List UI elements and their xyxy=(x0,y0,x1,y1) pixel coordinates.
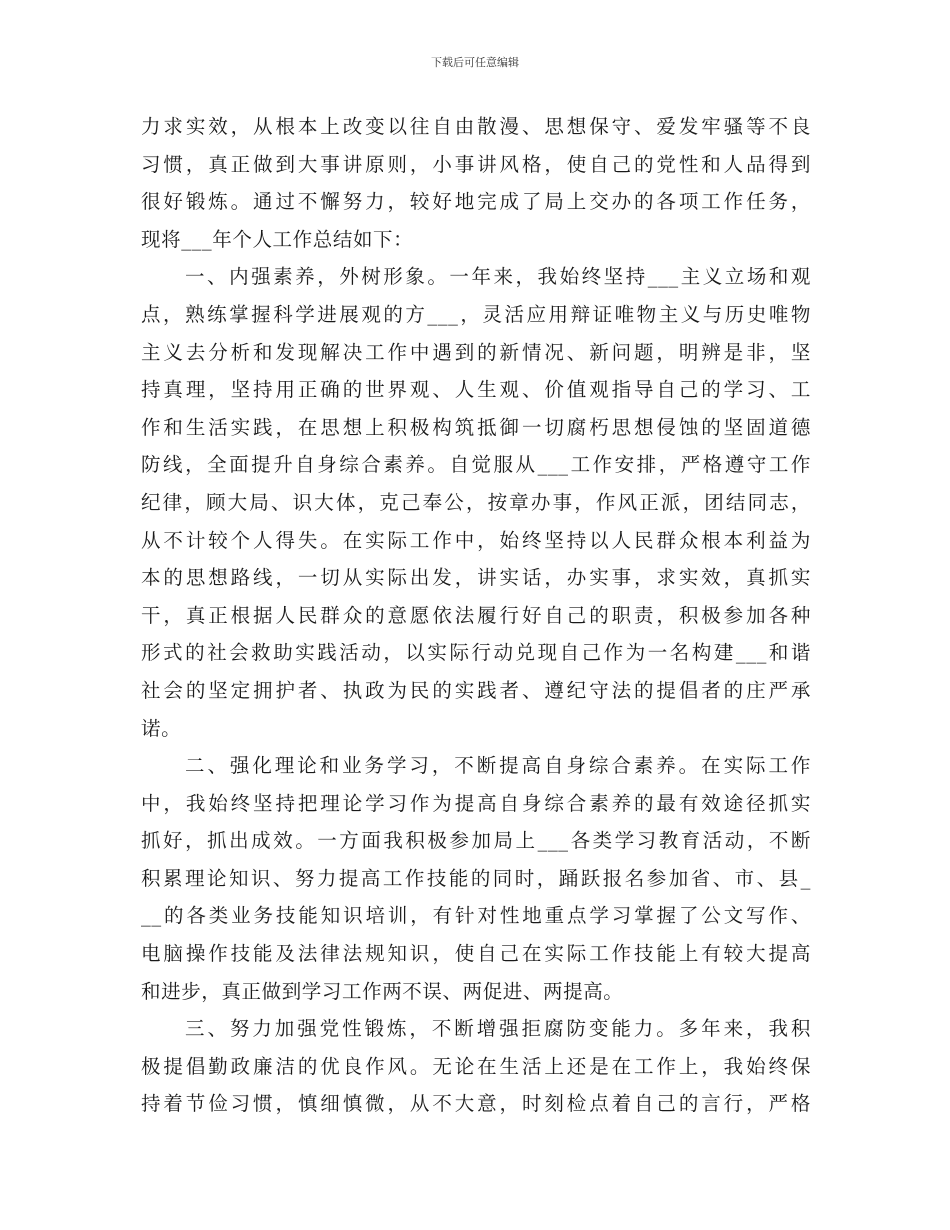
text-line: 抓好，抓出成效。一方面我积极参加局上___各类学习教育活动，不断 xyxy=(141,829,811,853)
text-line: 本的思想路线，一切从实际出发，讲实话，办实事，求实效，真抓实 xyxy=(141,566,811,590)
text-line: 防线，全面提升自身综合素养。自觉服从___工作安排，严格遵守工作 xyxy=(141,453,811,477)
text-line: 干，真正根据人民群众的意愿依法履行好自己的职责，积极参加各种 xyxy=(141,603,811,627)
text-line: 三、努力加强党性锻炼，不断增强拒腐防变能力。多年来，我积 xyxy=(185,1017,811,1041)
text-line: 很好锻炼。通过不懈努力，较好地完成了局上交办的各项工作任务， xyxy=(141,190,811,214)
text-line: 积累理论知识、努力提高工作技能的同时，踊跃报名参加省、市、县_ xyxy=(141,866,811,890)
page-header: 下载后可任意编辑 xyxy=(431,56,519,69)
text-line: 一、内强素养，外树形象。一年来，我始终坚持___主义立场和观 xyxy=(185,265,811,289)
text-line: 纪律，顾大局、识大体，克己奉公，按章办事，作风正派，团结同志， xyxy=(141,490,811,514)
text-line: 现将___年个人工作总结如下： xyxy=(141,227,414,251)
text-line: 持真理，坚持用正确的世界观、人生观、价值观指导自己的学习、工 xyxy=(141,378,811,402)
text-line: 极提倡勤政廉洁的优良作风。无论在生活上还是在工作上，我始终保 xyxy=(141,1054,811,1078)
text-line: 和进步，真正做到学习工作两不误、两促进、两提高。 xyxy=(141,979,624,1003)
text-line: 作和生活实践，在思想上积极构筑抵御一切腐朽思想侵蚀的坚固道德 xyxy=(141,415,811,439)
text-line: 二、强化理论和业务学习，不断提高自身综合素养。在实际工作 xyxy=(185,754,811,778)
text-line: 力求实效，从根本上改变以往自由散漫、思想保守、爱发牢骚等不良 xyxy=(141,115,811,138)
text-line: __的各类业务技能知识培训，有针对性地重点学习掌握了公文写作、 xyxy=(141,904,811,928)
text-line: 形式的社会救助实践活动，以实际行动兑现自己作为一名构建___和谐 xyxy=(141,641,811,665)
text-line: 电脑操作技能及法律法规知识，使自己在实际工作技能上有较大提高 xyxy=(141,942,811,966)
text-line: 诺。 xyxy=(141,716,182,740)
text-line: 持着节俭习惯，慎细慎微，从不大意，时刻检点着自己的言行，严格 xyxy=(141,1092,811,1116)
text-line: 社会的坚定拥护者、执政为民的实践者、遵纪守法的提倡者的庄严承 xyxy=(141,678,811,702)
text-line: 从不计较个人得失。在实际工作中，始终坚持以人民群众根本利益为 xyxy=(141,528,811,552)
text-line: 主义去分析和发现解决工作中遇到的新情况、新问题，明辨是非，坚 xyxy=(141,340,811,364)
text-line: 中，我始终坚持把理论学习作为提高自身综合素养的最有效途径抓实 xyxy=(141,791,811,815)
text-line: 点，熟练掌握科学进展观的方___，灵活应用辩证唯物主义与历史唯物 xyxy=(141,302,811,326)
text-line: 习惯，真正做到大事讲原则，小事讲风格，使自己的党性和人品得到 xyxy=(141,152,811,176)
document-body xyxy=(141,108,811,1123)
